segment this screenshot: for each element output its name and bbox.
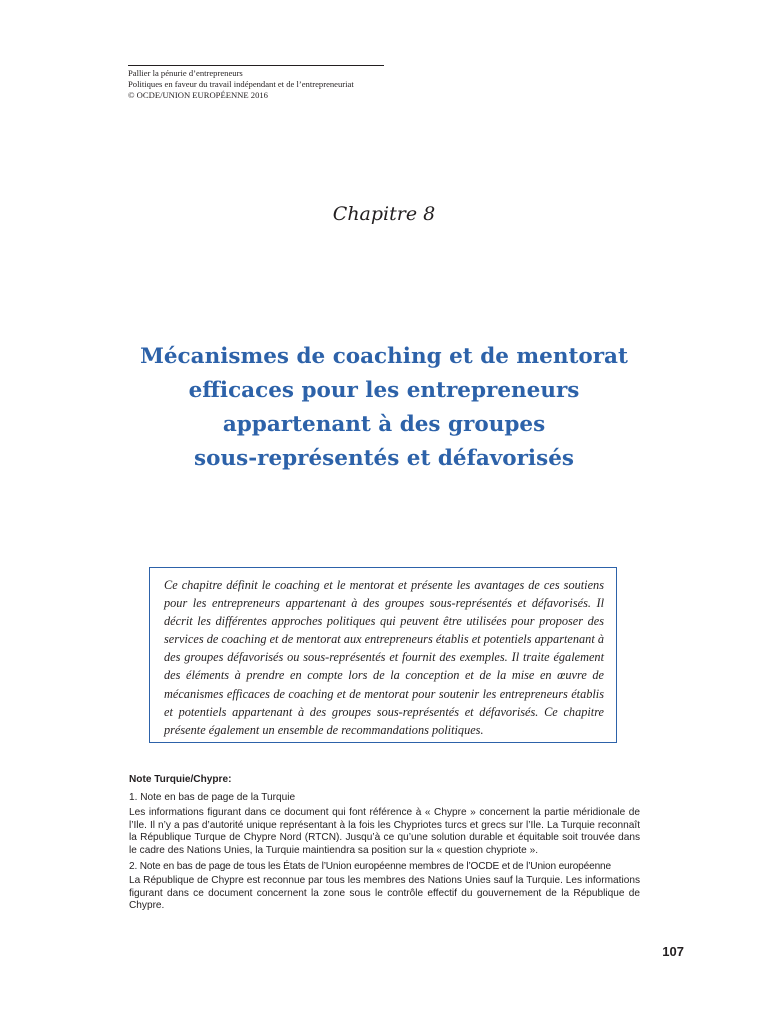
footnote-1-text: Les informations figurant dans ce document qui font référence à « Chypre » concernent la partie méridionale de l’Ile. Il n’y a pas d’autorité unique représentant à la fois les Chypriotes turcs et grecs sur l’Ile. La Turquie reconnaît la République Turque de Chypre Nord (RTCN). Jusqu’à ce qu’une solution durable et équitable soit trouvée dans le cadre des Nations Unies, la Turquie maintiendra sa position sur la « question chypriote ». (129, 807, 640, 856)
running-header (128, 65, 384, 101)
footnote-heading: Note Turquie/Chypre: (129, 774, 232, 785)
header-copyright: © OCDE/UNION EUROPÉENNE 2016 (128, 90, 268, 100)
footnote-2-text: La République de Chypre est reconnue par tous les membres des Nations Unies sauf la Turquie. Les informations figurant dans ce document concernent la zone sous le contrôle effectif du gouvernement de la République de Chypre. (129, 875, 640, 912)
chapter-title-line-2: efficaces pour les entrepreneurs (188, 378, 580, 403)
chapter-title (100, 340, 668, 476)
chapter-abstract-text: Ce chapitre définit le coaching et le mentorat et présente les avantages de ces soutiens pour les entrepreneurs appartenant à des groupes sous-représentés et défavorisés. Il décrit les différentes approches politiques qui peuvent être utilisées pour proposer des services de coaching et de mentorat aux entrepreneurs établis et potentiels appartenant à des groupes défavorisés ou sous-représentés et fournit des exemples. Il traite également des éléments à prendre en compte lors de la conception et de la mise en œuvre de mécanismes efficaces de coaching et de mentorat pour soutenir les entrepreneurs établis et potentiels appartenant à des groupes sous-représentés et défavorisés. Ce chapitre présente également un ensemble de recommandations politiques. (164, 578, 604, 737)
footnote-2-title: 2. Note en bas de page de tous les États de l’Union européenne membres de l’OCDE et de l’Union européenne (129, 860, 611, 872)
footnotes (129, 774, 640, 916)
chapter-label: Chapitre 8 (332, 203, 436, 225)
header-book-title: Pallier la pénurie d’entrepreneurs (128, 68, 243, 78)
header-book-subtitle: Politiques en faveur du travail indépendant et de l’entrepreneuriat (128, 79, 354, 89)
page-number: 107 (662, 944, 684, 959)
chapter-title-line-4: sous-représentés et défavorisés (194, 446, 574, 471)
chapter-title-line-3: appartenant à des groupes (222, 412, 546, 437)
chapter-abstract-box (149, 567, 617, 743)
chapter-title-line-1: Mécanismes de coaching et de mentorat (140, 344, 628, 369)
footnote-1-title: 1. Note en bas de page de la Turquie (129, 791, 296, 803)
